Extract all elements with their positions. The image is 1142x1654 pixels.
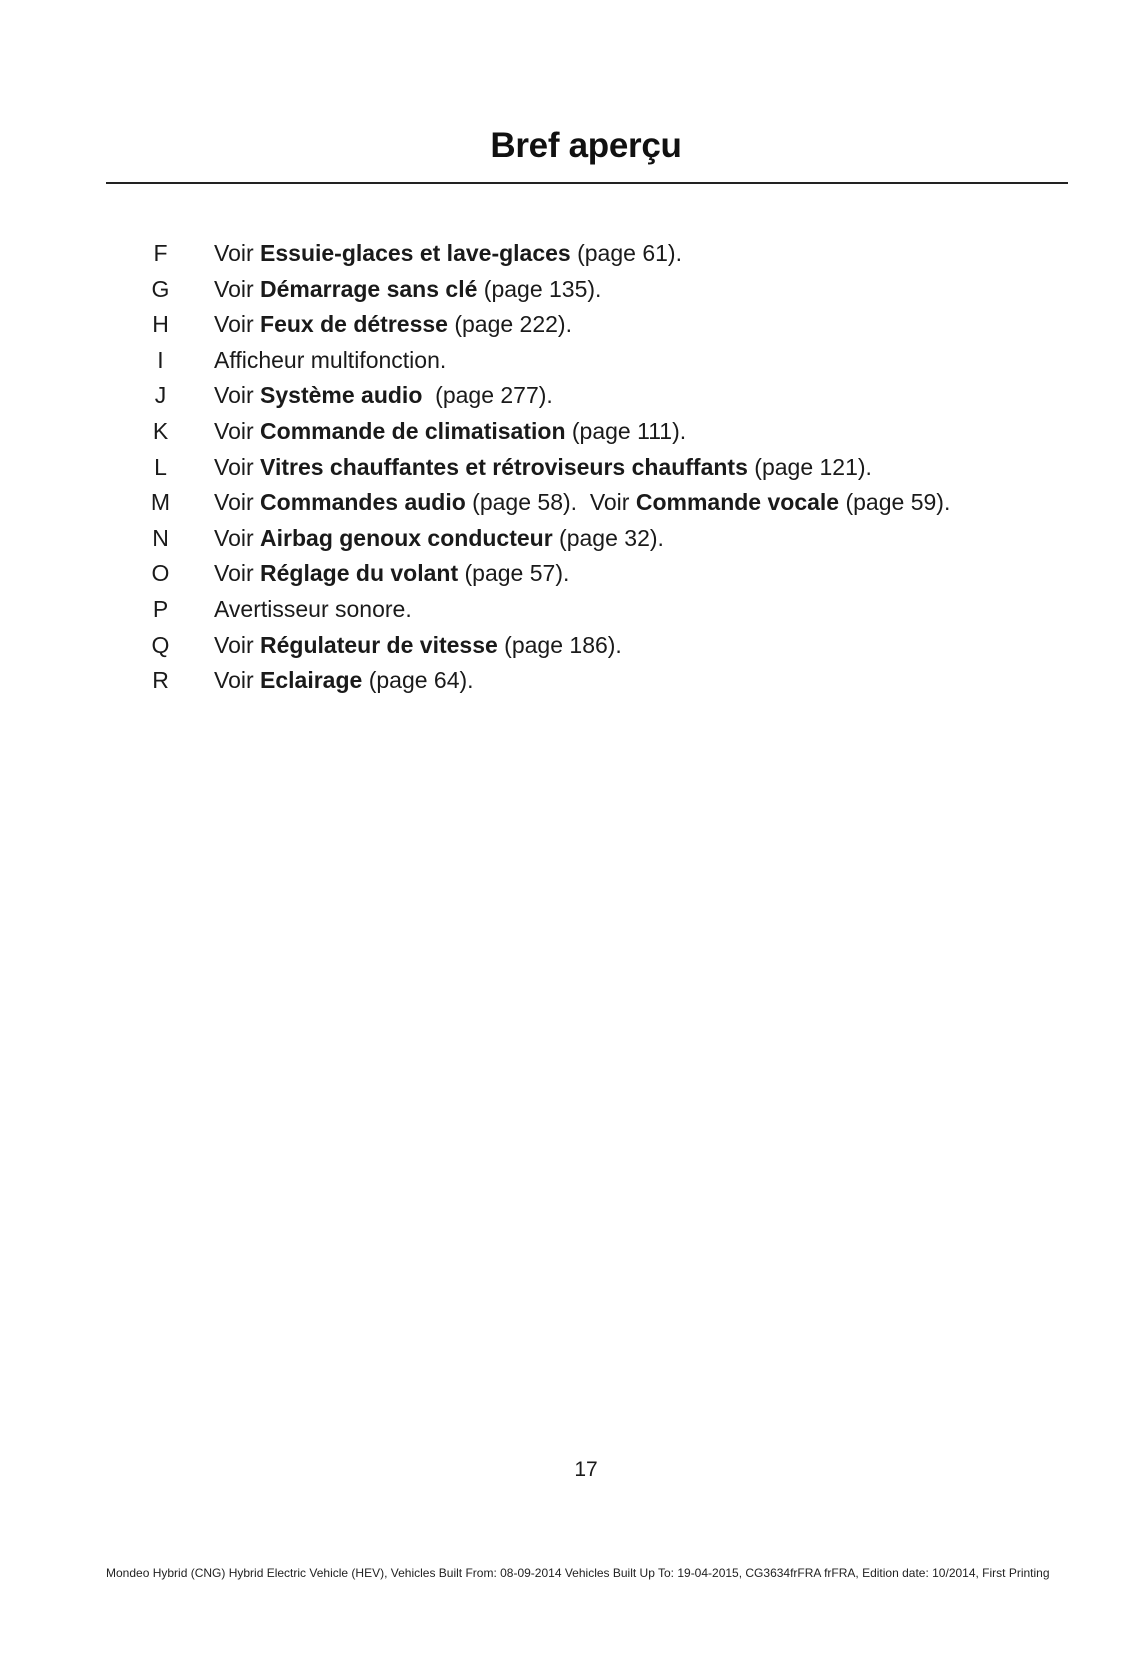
page-title: Bref aperçu — [490, 126, 682, 165]
legend-text: Voir Commande de climatisation (page 111). — [214, 417, 687, 444]
legend-link[interactable]: Régulateur de vitesse — [260, 631, 498, 658]
footer-text: Mondeo Hybrid (CNG) Hybrid Electric Vehicle (HEV), Vehicles Built From: 08-09-2014 Vehicles Built Up To: 19-04-2015, CG3634frFRA frFRA, Edition date: 10/2014, First Printing — [106, 1566, 1050, 1580]
legend-key: R — [152, 667, 169, 694]
legend-text: Voir Réglage du volant (page 57). — [214, 560, 570, 587]
legend-text: Voir Eclairage (page 64). — [214, 667, 474, 694]
legend-text: Voir Vitres chauffantes et rétroviseurs chauffants (page 121). — [214, 453, 872, 480]
legend-item — [140, 663, 1040, 699]
legend-link[interactable]: Eclairage — [260, 667, 363, 694]
legend-key: O — [151, 560, 170, 587]
legend-link[interactable]: Réglage du volant — [260, 560, 459, 587]
legend-item — [140, 414, 1040, 450]
legend-link[interactable]: Airbag genoux conducteur — [260, 524, 553, 551]
legend-key: N — [152, 524, 169, 551]
legend-item — [140, 236, 1040, 272]
legend-link[interactable]: Commandes audio — [260, 489, 466, 516]
legend-link[interactable]: Commande de climatisation — [260, 417, 566, 444]
legend-link[interactable]: Vitres chauffantes et rétroviseurs chauffants — [260, 453, 748, 480]
legend-key: I — [157, 346, 164, 373]
legend-item — [140, 485, 1040, 521]
legend-key: F — [153, 240, 168, 266]
legend-item — [140, 556, 1040, 592]
legend-key: K — [152, 417, 169, 444]
legend-key: P — [152, 595, 169, 622]
legend-link[interactable]: Démarrage sans clé — [260, 275, 478, 302]
legend-item — [140, 307, 1040, 343]
legend-key: M — [150, 489, 171, 516]
legend-item — [140, 628, 1040, 664]
legend-item — [140, 521, 1040, 557]
legend-item — [140, 378, 1040, 414]
legend-key: Q — [151, 631, 170, 658]
legend-item — [140, 343, 1040, 379]
legend-key: G — [151, 275, 170, 302]
legend-link[interactable]: Système audio — [260, 382, 423, 409]
legend-text: Voir Feux de détresse (page 222). — [214, 311, 572, 338]
legend-list — [140, 236, 1040, 699]
legend-text: Voir Airbag genoux conducteur (page 32). — [214, 524, 664, 551]
legend-item — [140, 450, 1040, 486]
title-divider — [106, 182, 1068, 184]
legend-link[interactable]: Commande vocale — [635, 489, 840, 516]
legend-text: Voir Commandes audio (page 58). Voir Commande vocale (page 59). — [214, 489, 951, 516]
legend-text: Voir Système audio (page 277). — [214, 382, 553, 409]
legend-text: Avertisseur sonore. — [214, 595, 412, 622]
legend-item — [140, 272, 1040, 308]
page-number: 17 — [574, 1458, 598, 1481]
legend-text: Voir Démarrage sans clé (page 135). — [214, 275, 602, 302]
legend-link[interactable]: Feux de détresse — [260, 311, 448, 338]
legend-link[interactable]: Essuie-glaces et lave-glaces — [260, 240, 571, 266]
legend-text: Voir Régulateur de vitesse (page 186). — [214, 631, 622, 658]
legend-key: J — [154, 382, 167, 409]
legend-key: H — [152, 311, 169, 338]
legend-text: Afficheur multifonction. — [214, 346, 447, 373]
legend-text: Voir Essuie-glaces et lave-glaces (page 61). — [214, 240, 682, 266]
legend-key: L — [154, 453, 167, 480]
legend-item — [140, 592, 1040, 628]
